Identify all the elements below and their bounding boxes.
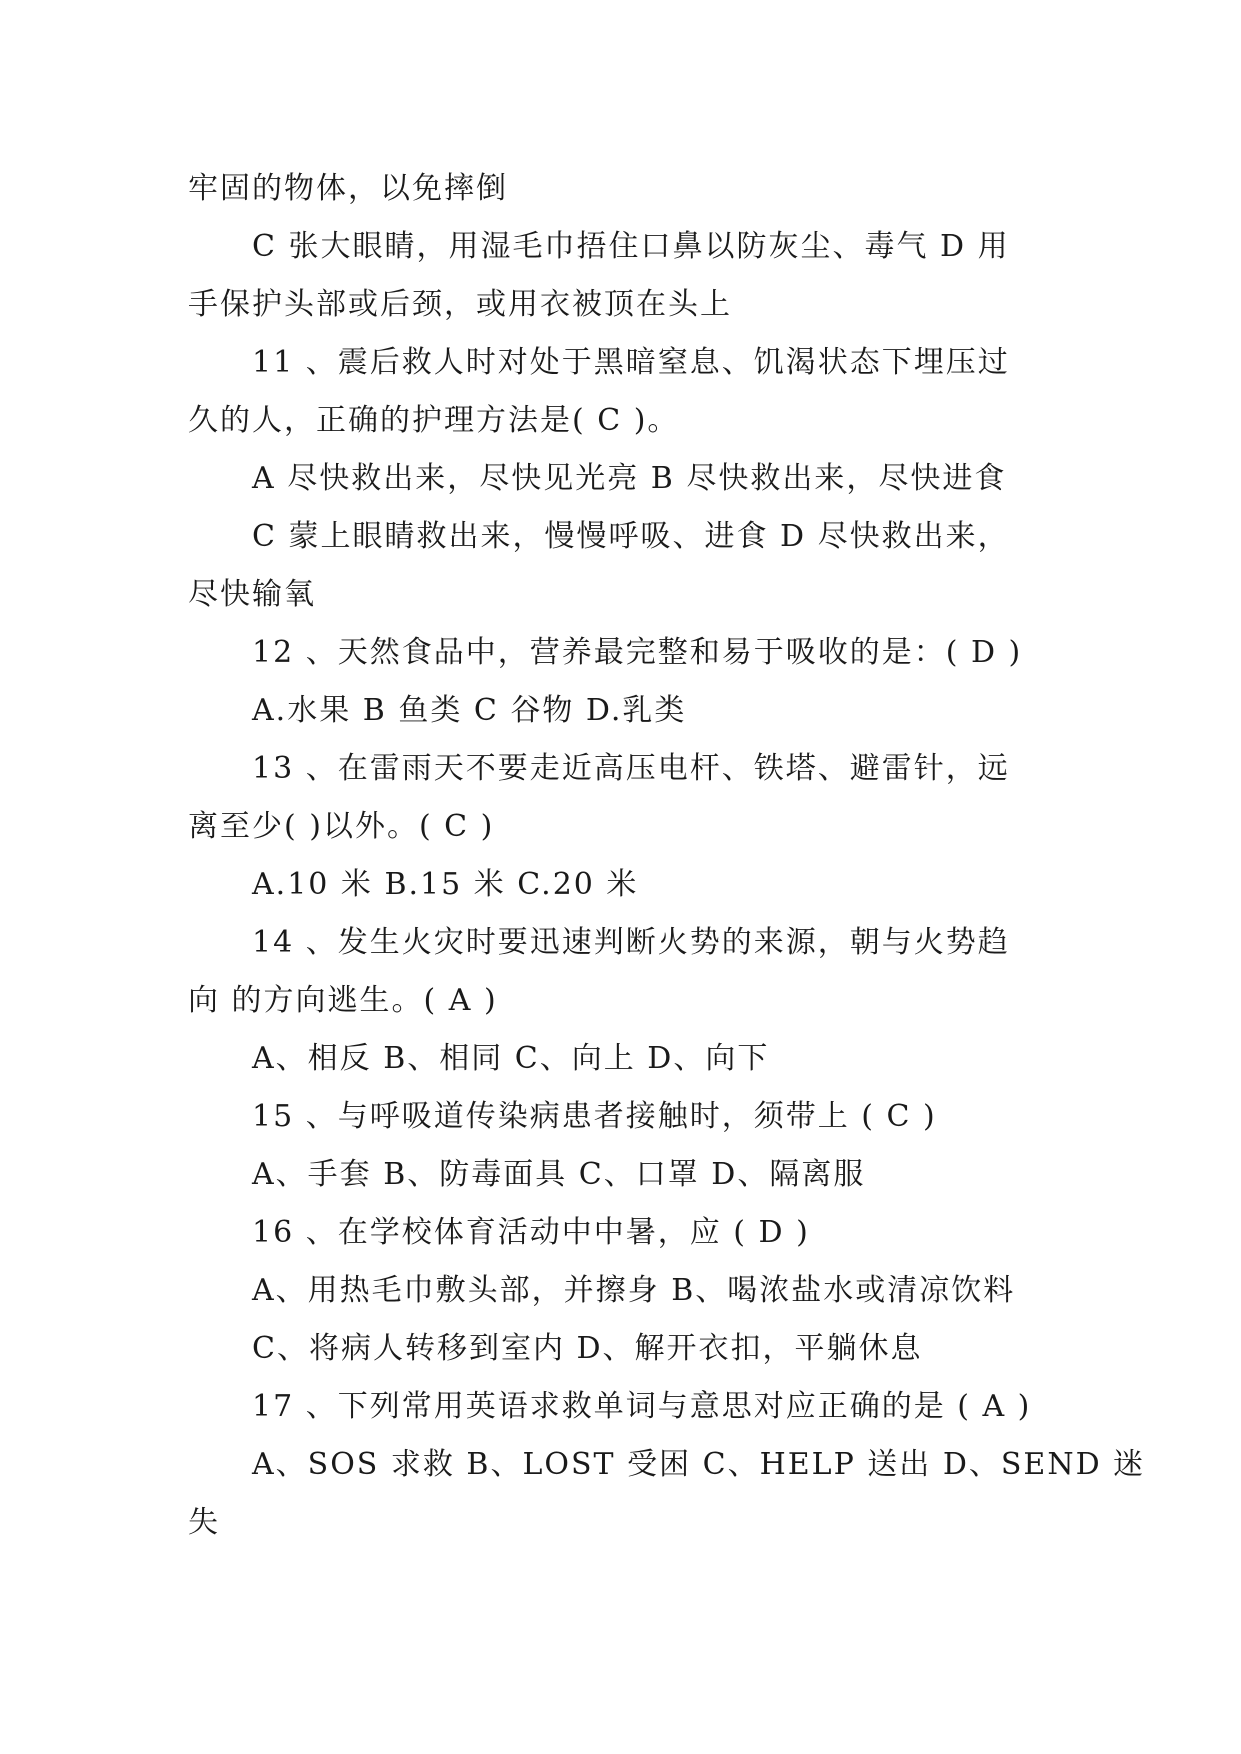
text-line: 手保护头部或后颈，或用衣被顶在头上 [188,287,732,322]
text-line: 离至少( )以外。( C ) [188,809,495,844]
question-17: 17 、下列常用英语求救单词与意思对应正确的是 ( A ) [252,1389,1032,1424]
text-line: 尽快输氧 [188,577,316,612]
answer-options: A、手套 B、防毒面具 C、口罩 D、隔离服 [252,1157,866,1192]
question-12: 12 、天然食品中，营养最完整和易于吸收的是：( D ) [252,635,1023,670]
answer-options: A 尽快救出来，尽快见光亮 B 尽快救出来，尽快进食 [252,461,1007,496]
text-line: 向 的方向逃生。( A ) [188,983,498,1018]
question-16: 16 、在学校体育活动中中暑，应 ( D ) [252,1215,810,1250]
answer-options: C、将病人转移到室内 D、解开衣扣，平躺休息 [252,1331,923,1366]
question-14: 14 、发生火灾时要迅速判断火势的来源，朝与火势趋 [252,925,1010,960]
text-line: 失 [188,1505,220,1540]
document-page [188,160,1146,1552]
answer-options: A、SOS 求救 B、LOST 受困 C、HELP 送出 D、SEND 迷 [252,1447,1146,1482]
answer-options: C 蒙上眼睛救出来，慢慢呼吸、进食 D 尽快救出来， [252,519,1010,554]
question-13: 13 、在雷雨天不要走近高压电杆、铁塔、避雷针，远 [252,751,1010,786]
text-line: 久的人，正确的护理方法是( C )。 [188,403,680,438]
answer-options: A.10 米 B.15 米 C.20 米 [252,867,639,902]
text-line: 牢固的物体，以免摔倒 [188,171,508,206]
answer-options: A、相反 B、相同 C、向上 D、向下 [252,1041,770,1076]
question-11: 11 、震后救人时对处于黑暗窒息、饥渴状态下埋压过 [252,345,1010,380]
answer-options: A.水果 B 鱼类 C 谷物 D.乳类 [252,693,687,728]
question-15: 15 、与呼吸道传染病患者接触时，须带上 ( C ) [252,1099,937,1134]
answer-options: A、用热毛巾敷头部，并擦身 B、喝浓盐水或清凉饮料 [252,1273,1016,1308]
text-line: C 张大眼睛，用湿毛巾捂住口鼻以防灰尘、毒气 D 用 [252,229,1010,264]
